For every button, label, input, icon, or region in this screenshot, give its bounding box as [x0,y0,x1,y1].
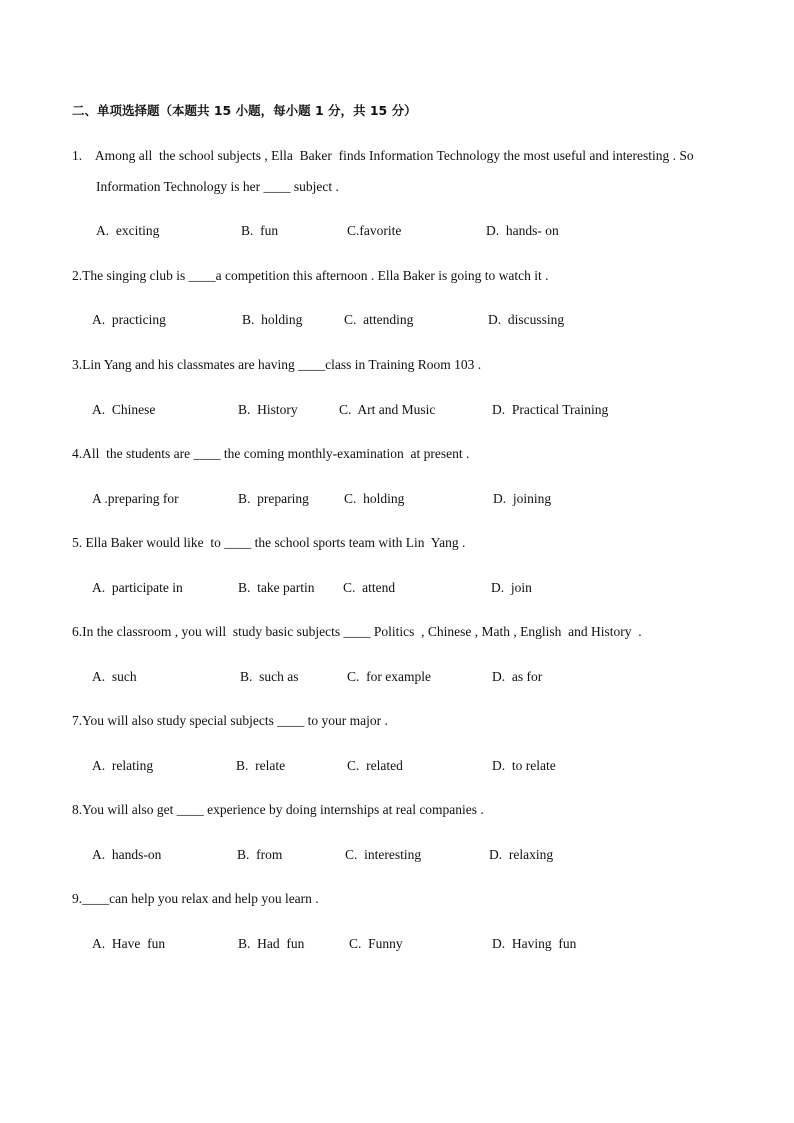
question-3-stem: 3.Lin Yang and his classmates are having ____class in Training Room 103 . [72,357,482,372]
question-1-option-c: C.favorite [347,223,402,238]
question-4-option-b: B. preparing [238,491,309,506]
question-6-option-d: D. as for [492,669,543,684]
question-5-option-a: A. participate in [92,580,183,595]
question-1-option-d: D. hands- on [486,223,559,238]
question-5-option-b: B. take partin [238,580,315,595]
question-8-option-a: A. hands-on [92,847,162,862]
question-2-option-c: C. attending [344,312,414,327]
question-3-option-a: A. Chinese [92,402,156,417]
question-8-option-b: B. from [237,847,283,862]
question-5-option-d: D. join [491,580,532,595]
question-9-option-a: A. Have fun [92,936,166,951]
question-2-stem: 2.The singing club is ____a competition this afternoon . Ella Baker is going to watch it . [72,268,549,283]
question-1-stem-continued: Information Technology is her ____ subject . [96,179,339,194]
question-2-option-d: D. discussing [488,312,565,327]
question-8-option-d: D. relaxing [489,847,554,862]
question-7-stem: 7.You will also study special subjects ____ to your major . [72,713,388,728]
question-5-stem: 5. Ella Baker would like to ____ the school sports team with Lin Yang . [72,535,466,550]
question-7-option-d: D. to relate [492,758,556,773]
question-7-option-c: C. related [347,758,403,773]
question-2-option-b: B. holding [242,312,303,327]
question-6-option-c: C. for example [347,669,431,684]
question-8-option-c: C. interesting [345,847,422,862]
question-2-option-a: A. practicing [92,312,166,327]
question-3-option-b: B. History [238,402,298,417]
question-9-option-b: B. Had fun [238,936,305,951]
question-1-stem: 1. Among all the school subjects , Ella Baker finds Information Technology the most useful and interesting . So [72,148,694,163]
question-4-option-c: C. holding [344,491,405,506]
question-6-stem: 6.In the classroom , you will study basic subjects ____ Politics , Chinese , Math , English and History . [72,624,642,639]
question-6-option-a: A. such [92,669,137,684]
question-8-stem: 8.You will also get ____ experience by doing internships at real companies . [72,802,484,817]
question-5-option-c: C. attend [343,580,396,595]
question-9-stem: 9.____can help you relax and help you learn . [72,891,319,906]
question-4-option-a: A .preparing for [92,491,179,506]
question-7-option-a: A. relating [92,758,154,773]
question-7-option-b: B. relate [236,758,286,773]
question-3-option-d: D. Practical Training [492,402,609,417]
question-4-stem: 4.All the students are ____ the coming monthly-examination at present . [72,446,470,461]
question-6-option-b: B. such as [240,669,299,684]
question-4-option-d: D. joining [493,491,552,506]
question-9-option-c: C. Funny [349,936,403,951]
question-1-option-a: A. exciting [96,223,160,238]
section-title: 二、单项选择题（本题共 15 小题，每小题 1 分，共 15 分） [72,103,417,118]
question-1-option-b: B. fun [241,223,279,238]
question-9-option-d: D. Having fun [492,936,577,951]
question-3-option-c: C. Art and Music [339,402,436,417]
